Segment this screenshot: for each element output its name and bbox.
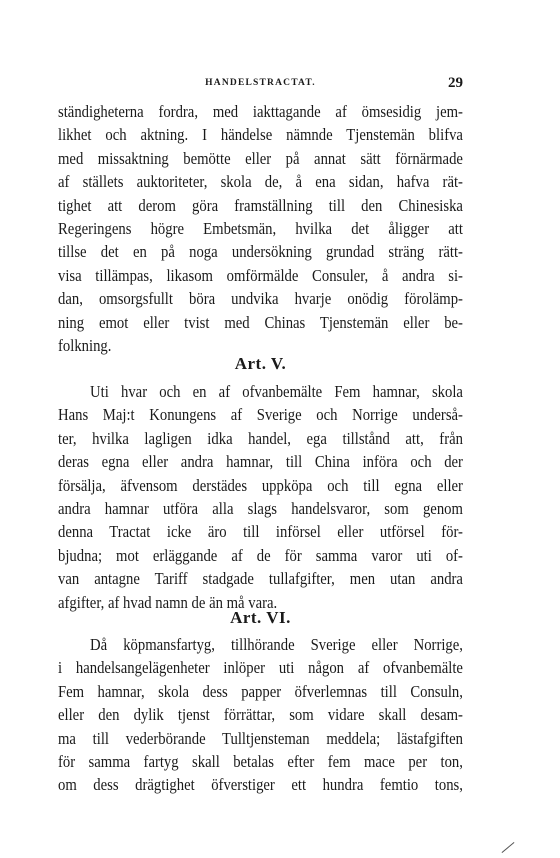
text-line: af ställets auktoriteter, skola de, å ena sidan, hafva rät- — [58, 172, 463, 192]
text-line: bjudna; mot erläggande af de för samma varor uti of- — [58, 545, 463, 565]
text-line: Fem hamnar, skola dess papper öfverlemnas till Consuln, — [58, 681, 463, 701]
running-title: HANDELSTRACTAT. — [205, 78, 316, 88]
article-5-heading: Art. V. — [234, 354, 287, 373]
pencil-mark — [502, 842, 515, 853]
text-line: Då köpmansfartyg, tillhörande Sverige eller Norrige, — [90, 635, 463, 654]
text-line: eller den dylik tjenst förrättar, som vidare skall desam- — [58, 705, 463, 725]
text-line: ter, hvilka lagligen idka handel, ega tillstånd att, från — [58, 428, 463, 448]
text-line: folkning. — [58, 335, 112, 355]
text-line: ma till vederbörande Tulltjensteman meddela; lästafgiften — [58, 728, 463, 748]
text-line: Regeringens högre Embetsmän, hvilka det åligger att — [58, 218, 463, 238]
article-6-heading: Art. VI. — [230, 608, 291, 627]
text-line: tillse det en på noga undersökning grundad sträng rätt- — [58, 242, 463, 262]
text-line: om dess drägtighet öfverstiger ett hundra femtio tons, — [58, 775, 463, 795]
text-line: denna Tractat icke äro till införsel eller utförsel för- — [58, 522, 463, 542]
text-line: visa tillämpas, likasom omförmälde Consuler, å andra si- — [58, 265, 463, 285]
text-line: Hans Maj:t Konungens af Sverige och Norrige underså- — [58, 405, 463, 425]
text-line: ständigheterna fordra, med iakttagande af ömsesidig jem- — [58, 102, 463, 121]
text-line: Uti hvar och en af ofvanbemälte Fem hamnar, skola — [90, 382, 463, 401]
intro-paragraph — [58, 100, 463, 357]
text-line: för samma fartyg skall betalas efter fem mace per ton, — [58, 751, 463, 771]
article-5-paragraph — [58, 380, 463, 614]
text-line: försälja, äfvensom derstädes uppköpa och till egna eller — [58, 475, 463, 495]
text-line: deras egna eller andra hamnar, till China införa och der — [58, 452, 463, 472]
running-head — [58, 75, 463, 94]
article-6-paragraph — [58, 633, 463, 797]
text-line: dan, omsorgsfullt böra undvika hvarje onödig förolämp- — [58, 289, 463, 309]
page-number: 29 — [448, 75, 463, 91]
text-line: likhet och aktning. I händelse nämnde Tjenstemän blifva — [58, 125, 463, 145]
text-line: tighet att derom göra framställning till den Chinesiska — [58, 195, 463, 215]
text-line: van antagne Tariff stadgade tullafgifter, men utan andra — [58, 569, 463, 589]
text-line: afgifter, af hvad namn de än må vara. — [58, 592, 278, 612]
text-line: ning emot eller tvist med Chinas Tjenstemän eller be- — [58, 312, 463, 332]
text-line: i handelsangelägenheter inlöper uti någon af ofvanbemälte — [58, 658, 463, 678]
text-line: med missaktning bemötte eller på annat sätt förnärmade — [58, 148, 463, 168]
text-line: andra hamnar utföra alla slags handelsvaror, som genom — [58, 498, 463, 518]
